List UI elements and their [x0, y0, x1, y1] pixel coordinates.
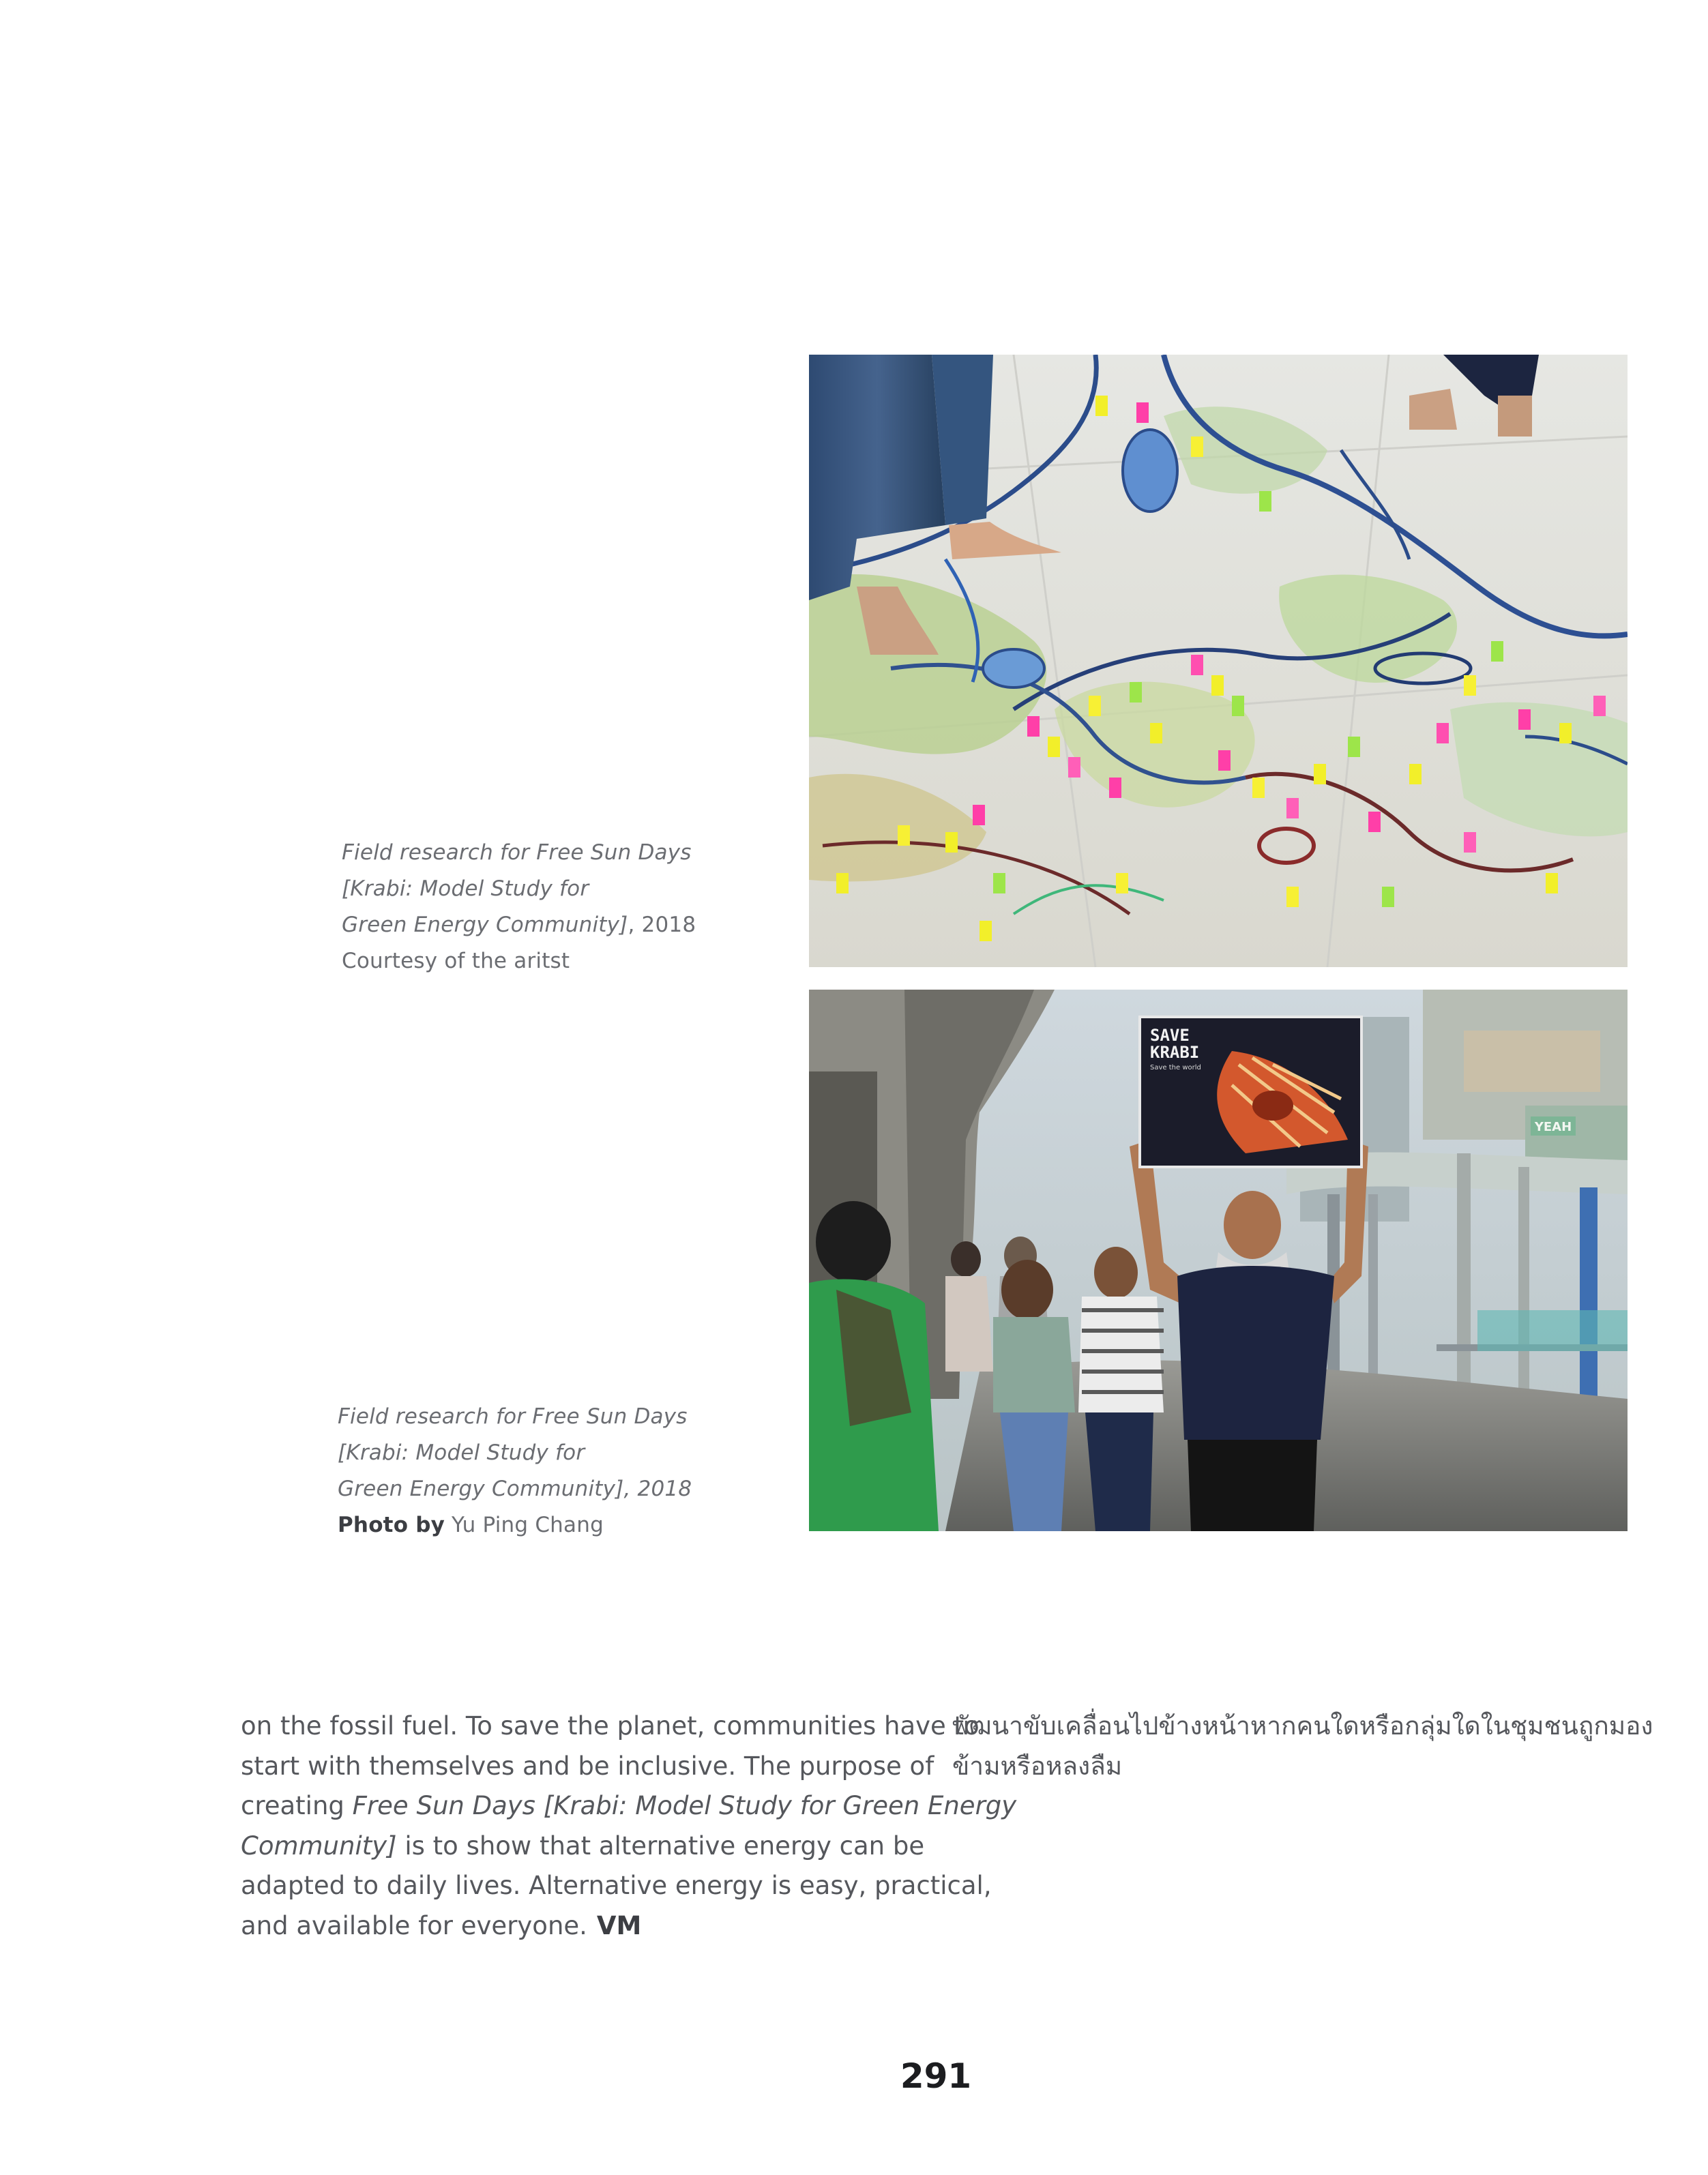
body-fragment: and available for everyone.: [241, 1910, 587, 1940]
map-photo-caption: [342, 835, 765, 979]
protest-photo: [809, 990, 1628, 1531]
caption-title-end: Green Energy Community]: [342, 913, 628, 937]
sign-title-krabi: KRABI: [1150, 1043, 1200, 1062]
caption-credit: Courtesy of the aritst: [342, 949, 570, 973]
protest-sign: [1140, 1017, 1361, 1167]
body-line: [241, 1906, 916, 1947]
body-fragment: creating: [241, 1791, 353, 1820]
credit-label: Photo by: [338, 1513, 445, 1537]
body-title-fragment: Free Sun Days [Krabi: Model Study for Green Energy: [352, 1791, 1017, 1820]
caption-line: Field research for Free Sun Days: [338, 1404, 688, 1429]
body-text-english: [241, 1706, 1017, 1946]
body-fragment: is to show that alternative energy can be: [396, 1831, 925, 1861]
body-line: start with themselves and be inclusive. The purpose of: [241, 1751, 934, 1781]
body-text-thai: [952, 1706, 1653, 1786]
map-photo: [809, 355, 1628, 967]
body-line: adapted to daily lives. Alternative energy is easy, practical,: [241, 1871, 992, 1900]
caption-year: , 2018: [628, 913, 696, 937]
caption-line: Field research for Free Sun Days: [342, 840, 692, 865]
body-line: [241, 1786, 1017, 1826]
shop-sign-text: YEAH: [1534, 1120, 1572, 1134]
body-line: ข้ามหรือหลงลืม: [952, 1751, 1123, 1781]
body-line: พัฒนาขับเคลื่อนไปข้างหน้าหากคนใดหรือกลุ่มใดในชุมชนถูกมอง: [952, 1711, 1653, 1741]
body-line: on the fossil fuel. To save the planet, communities have to: [241, 1711, 980, 1741]
caption-line: [Krabi: Model Study for: [338, 1440, 585, 1465]
body-line: [241, 1826, 925, 1867]
page-number: 291: [900, 2056, 972, 2096]
body-title-fragment: Community]: [241, 1831, 397, 1861]
caption-line: [Krabi: Model Study for: [342, 876, 589, 901]
caption-line: [342, 907, 765, 943]
map-photo-illustration: [809, 355, 1628, 967]
protest-photo-illustration: [809, 990, 1628, 1531]
caption-line: Green Energy Community], 2018: [338, 1477, 692, 1501]
protest-photo-caption: [338, 1399, 761, 1543]
sign-subtitle: Save the world: [1150, 1064, 1201, 1071]
credit-name: Yu Ping Chang: [445, 1513, 604, 1537]
author-signature: VM: [596, 1910, 642, 1940]
sign-title-save: SAVE: [1150, 1026, 1190, 1045]
caption-credit: [338, 1507, 761, 1543]
